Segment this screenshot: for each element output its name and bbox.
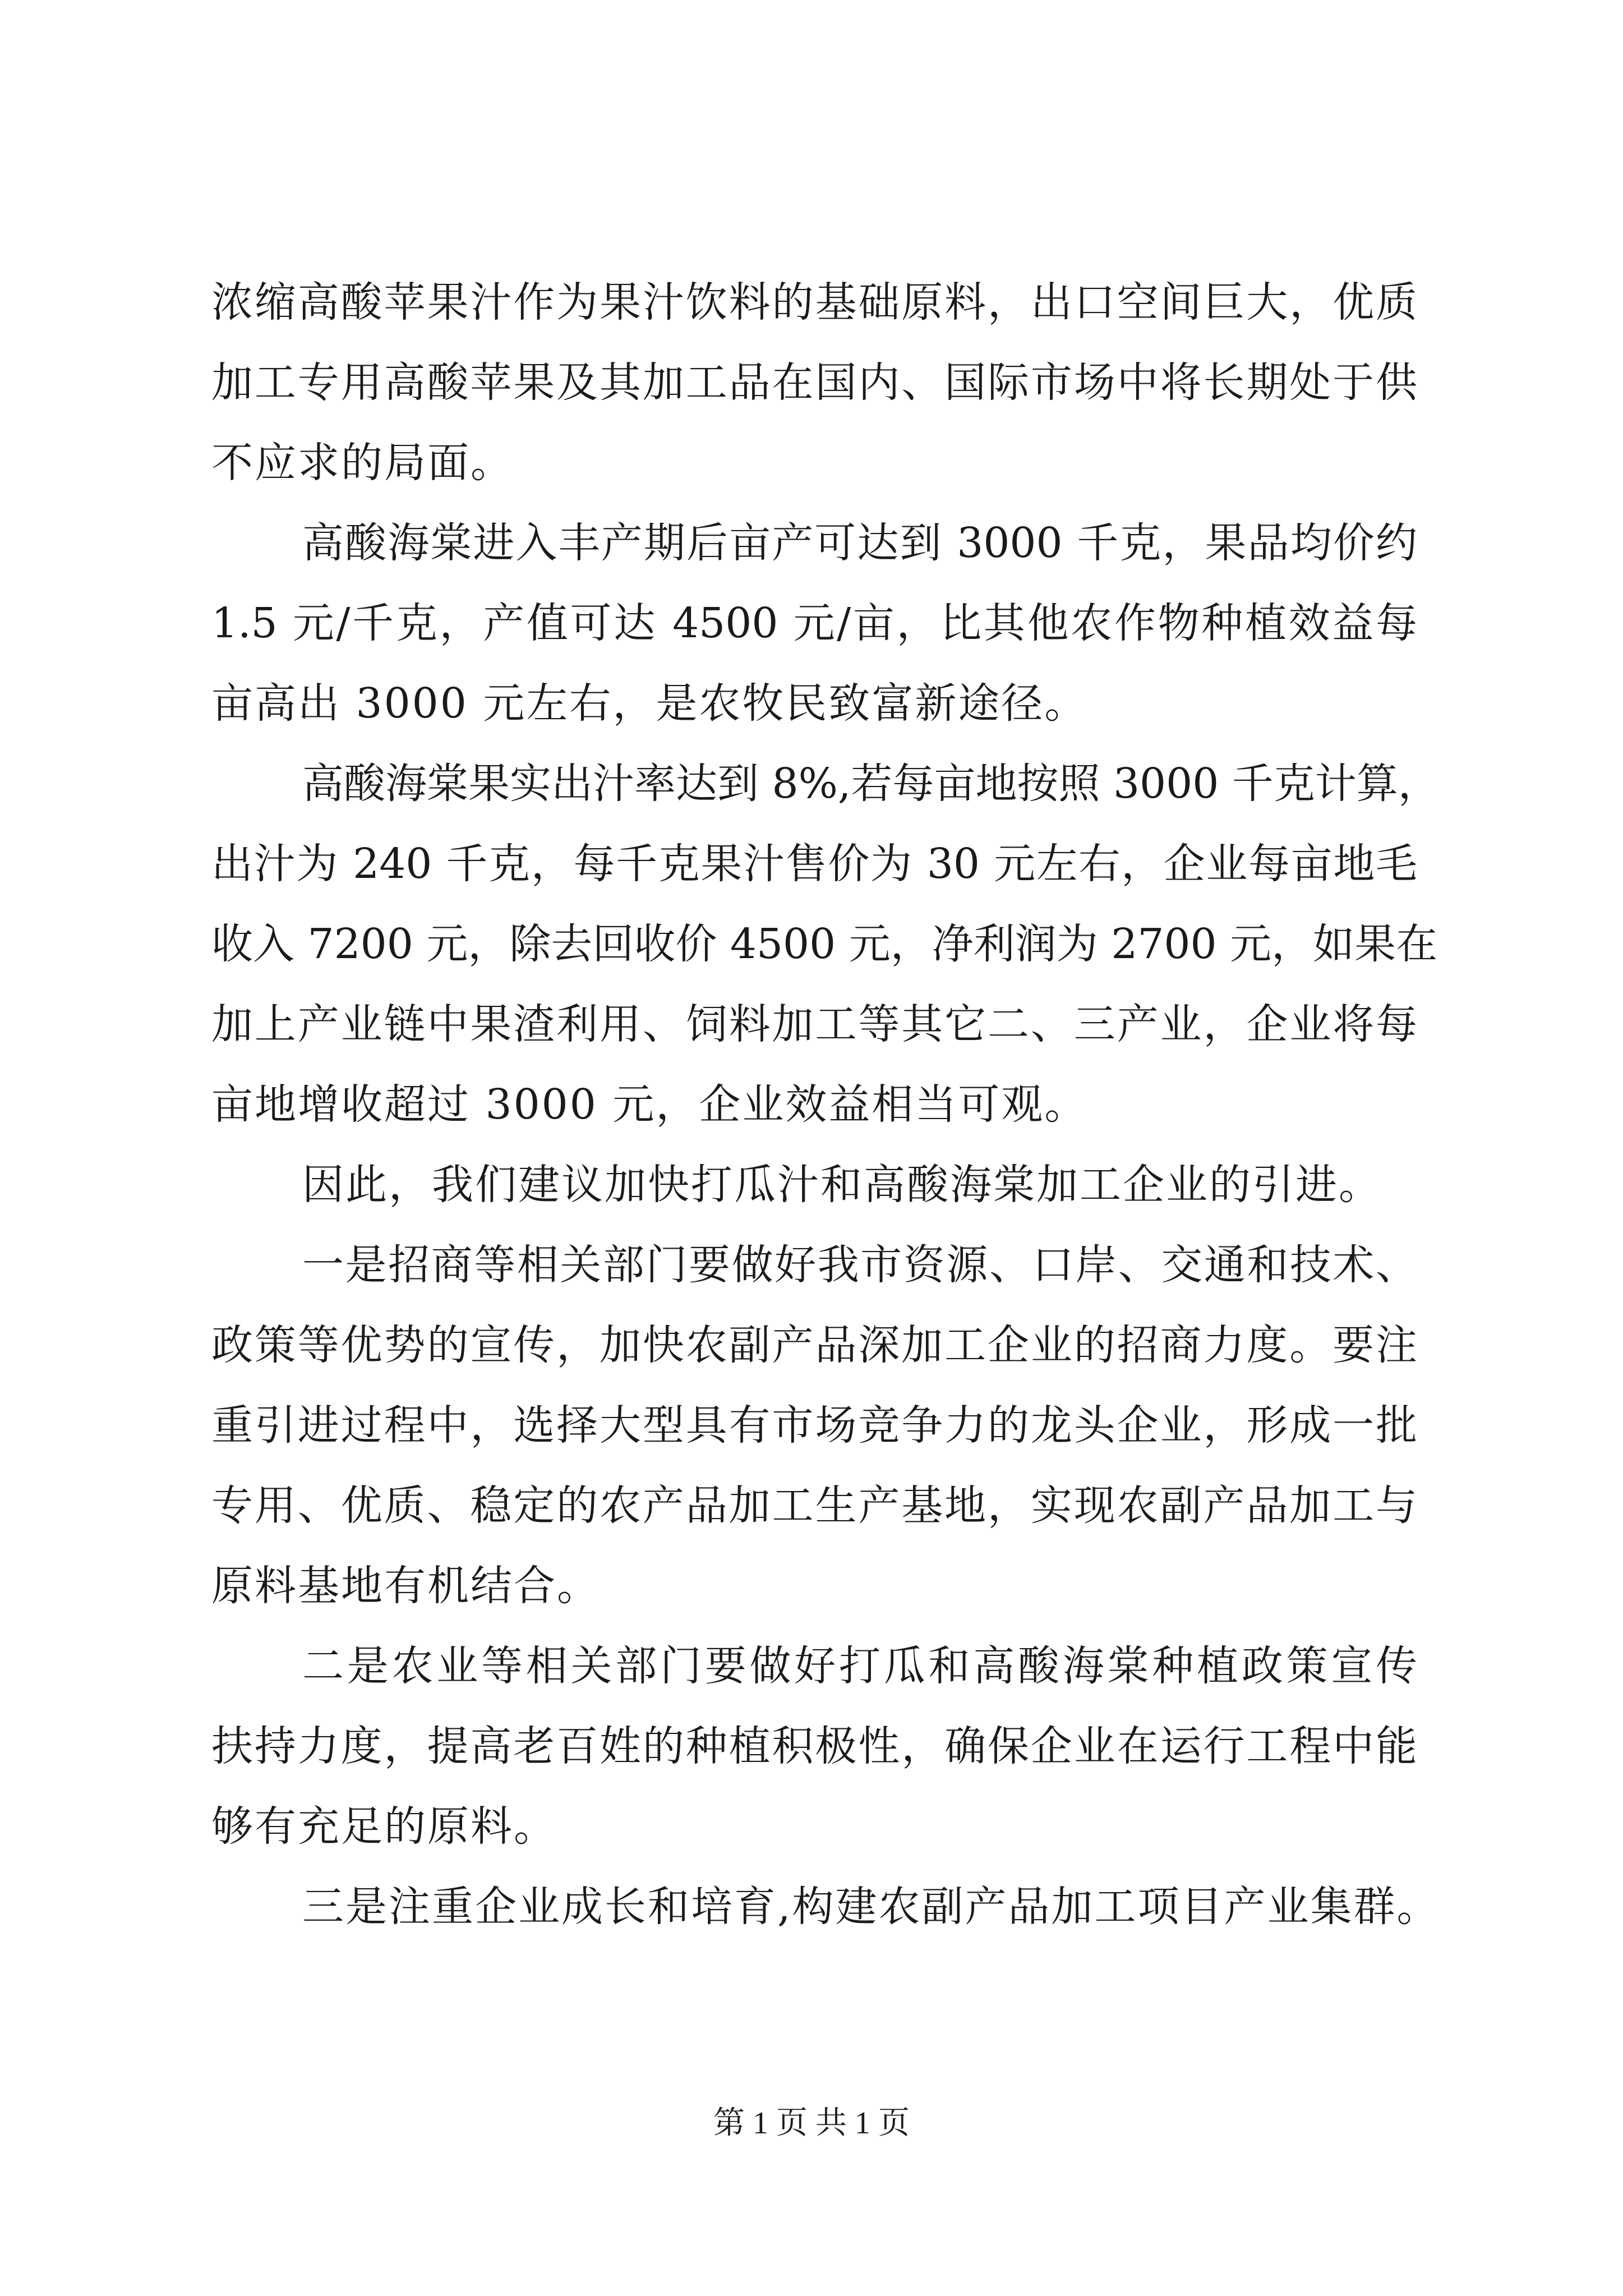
paragraph [211, 1145, 1417, 1225]
text-line: 够有充足的原料。 [211, 1802, 557, 1851]
paragraph [211, 263, 1417, 503]
text-line: 高酸海棠进入丰产期后亩产可达到 3000 千克，果品均价约 [302, 519, 1417, 567]
text-line: 亩地增收超过 3000 元，企业效益相当可观。 [211, 1080, 1088, 1129]
page-number-label: 第 1 页 共 1 页 [713, 2106, 910, 2141]
text-line: 一是招商等相关部门要做好我市资源、口岸、交通和技术、 [302, 1241, 1417, 1289]
text-line: 浓缩高酸苹果汁作为果汁饮料的基础原料，出口空间巨大，优质 [211, 278, 1417, 326]
text-line: 出汁为 240 千克，每千克果汁售价为 30 元左右，企业每亩地毛 [211, 840, 1417, 888]
paragraph [211, 744, 1440, 1145]
text-line: 1.5 元/千克，产值可达 4500 元/亩，比其他农作物种植效益每 [211, 599, 1417, 647]
text-line: 因此，我们建议加快打瓜汁和高酸海棠加工企业的引进。 [302, 1161, 1382, 1209]
paragraph [211, 1225, 1417, 1626]
paragraph [211, 1867, 1440, 1947]
text-line: 收入 7200 元，除去回收价 4500 元，净利润为 2700 元，如果在 [211, 920, 1438, 968]
text-line: 加上产业链中果渣利用、饲料加工等其它二、三产业，企业将每 [211, 1000, 1417, 1048]
text-line: 二是农业等相关部门要做好打瓜和高酸海棠种植政策宣传 [302, 1642, 1417, 1690]
text-line: 重引进过程中，选择大型具有市场竞争力的龙头企业，形成一批 [211, 1401, 1417, 1450]
text-line: 加工专用高酸苹果及其加工品在国内、国际市场中将长期处于供 [211, 358, 1417, 407]
paragraph [211, 1626, 1417, 1867]
page-footer [0, 2098, 1623, 2143]
text-line: 高酸海棠果实出汁率达到 8%,若每亩地按照 3000 千克计算， [302, 760, 1440, 808]
text-line: 不应求的局面。 [211, 439, 514, 487]
document-body [211, 263, 1440, 1947]
text-line: 原料基地有机结合。 [211, 1562, 600, 1610]
text-line: 三是注重企业成长和培育,构建农副产品加工项目产业集群。 [302, 1883, 1440, 1931]
text-line: 亩高出 3000 元左右，是农牧民致富新途径。 [211, 679, 1088, 728]
text-line: 政策等优势的宣传，加快农副产品深加工企业的招商力度。要注 [211, 1321, 1417, 1369]
paragraph [211, 503, 1417, 744]
text-line: 扶持力度，提高老百姓的种植积极性，确保企业在运行工程中能 [211, 1722, 1417, 1770]
text-line: 专用、优质、稳定的农产品加工生产基地，实现农副产品加工与 [211, 1481, 1417, 1530]
